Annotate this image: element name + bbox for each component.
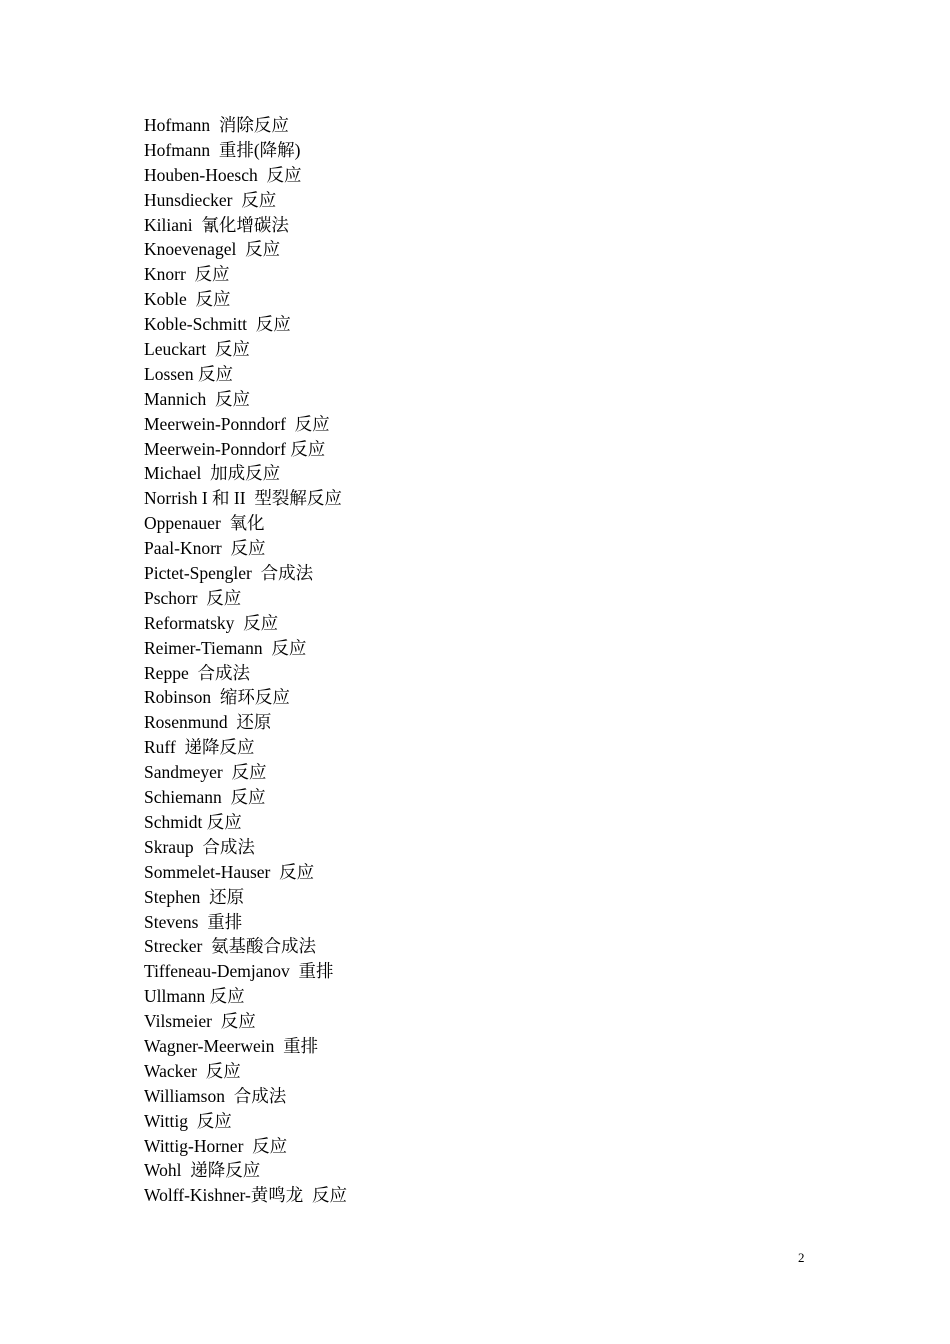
reaction-list-item: Houben-Hoesch 反应 bbox=[144, 164, 302, 185]
reaction-list-item: Pschorr 反应 bbox=[144, 587, 242, 608]
reaction-list-item: Wittig 反应 bbox=[144, 1110, 232, 1131]
reaction-list-item: Knoevenagel 反应 bbox=[144, 239, 281, 260]
reaction-list-item: Kiliani 氰化增碳法 bbox=[144, 214, 289, 235]
reaction-list-item: Sandmeyer 反应 bbox=[144, 762, 267, 783]
reaction-list-item: Pictet-Spengler 合成法 bbox=[144, 563, 314, 584]
reaction-list-item: Norrish I 和 II 型裂解反应 bbox=[144, 488, 342, 509]
reaction-list-item: Meerwein-Ponndorf 反应 bbox=[144, 413, 330, 434]
reaction-list-item: Vilsmeier 反应 bbox=[144, 1011, 256, 1032]
reaction-list-item: Robinson 缩环反应 bbox=[144, 687, 290, 708]
reaction-list-item: Knorr 反应 bbox=[144, 264, 230, 285]
reaction-list-item: Hofmann 消除反应 bbox=[144, 115, 289, 135]
reaction-list-item: Lossen 反应 bbox=[144, 363, 233, 384]
reaction-list-item: Reimer-Tiemann 反应 bbox=[144, 637, 307, 658]
reaction-list-item: Sommelet-Hauser 反应 bbox=[144, 861, 315, 882]
page-number: 2 bbox=[798, 1250, 805, 1265]
reaction-list-item: Wacker 反应 bbox=[144, 1060, 241, 1081]
reaction-list-item: Hofmann 重排(降解) bbox=[144, 139, 301, 160]
reaction-list-item: Reformatsky 反应 bbox=[144, 612, 279, 633]
reaction-list-item: Skraup 合成法 bbox=[144, 836, 255, 857]
reaction-list-item: Koble-Schmitt 反应 bbox=[144, 314, 291, 335]
reaction-list-item: Oppenauer 氧化 bbox=[144, 513, 265, 534]
reaction-list-item: Strecker 氨基酸合成法 bbox=[144, 936, 317, 957]
reaction-list-item: Schiemann 反应 bbox=[144, 787, 266, 808]
reaction-list-item: Wolff-Kishner-黄鸣龙 反应 bbox=[144, 1185, 348, 1206]
reaction-list-item: Michael 加成反应 bbox=[144, 463, 281, 484]
reaction-list-item: Stephen 还原 bbox=[144, 886, 245, 907]
reaction-list-item: Koble 反应 bbox=[144, 289, 231, 310]
reaction-list-item: Ullmann 反应 bbox=[144, 986, 245, 1007]
reaction-list-item: Paal-Knorr 反应 bbox=[144, 538, 266, 559]
reaction-list-item: Tiffeneau-Demjanov 重排 bbox=[144, 961, 334, 982]
reaction-list-item: Meerwein-Ponndorf 反应 bbox=[144, 438, 326, 459]
reaction-list-item: Williamson 合成法 bbox=[144, 1085, 287, 1106]
reaction-list-item: Wohl 递降反应 bbox=[144, 1160, 261, 1181]
reaction-list-item: Schmidt 反应 bbox=[144, 811, 242, 832]
reaction-list-item: Stevens 重排 bbox=[144, 911, 243, 932]
reaction-list-item: Rosenmund 还原 bbox=[144, 712, 272, 733]
reaction-list-item: Mannich 反应 bbox=[144, 388, 250, 409]
reaction-list-item: Wittig-Horner 反应 bbox=[144, 1135, 288, 1156]
reaction-list-item: Leuckart 反应 bbox=[144, 339, 250, 360]
reaction-list bbox=[144, 113, 347, 1208]
reaction-list-item: Hunsdiecker 反应 bbox=[144, 189, 277, 210]
reaction-list-item: Ruff 递降反应 bbox=[144, 737, 255, 758]
reaction-list-item: Reppe 合成法 bbox=[144, 662, 250, 683]
reaction-list-item: Wagner-Meerwein 重排 bbox=[144, 1035, 319, 1056]
